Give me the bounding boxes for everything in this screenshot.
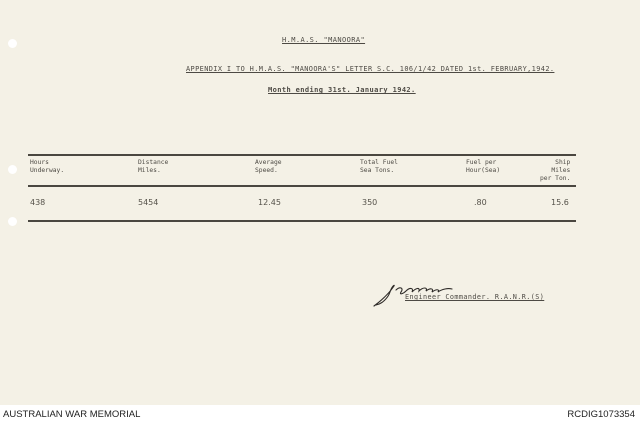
footer-institution: AUSTRALIAN WAR MEMORIAL xyxy=(3,409,141,420)
value-distance: 5454 xyxy=(138,198,159,207)
column-header-ship-miles: Ship Miles per Ton. xyxy=(540,159,571,182)
value-speed: 12.45 xyxy=(258,198,281,207)
punch-hole-top xyxy=(8,39,17,48)
period-line: Month ending 31st. January 1942. xyxy=(268,86,416,94)
column-header-fuel-per-hour: Fuel per Hour(Sea) xyxy=(466,159,501,174)
table-top-rule xyxy=(28,154,576,156)
value-fuel-per-hour: .80 xyxy=(474,198,487,207)
column-header-speed: Average Speed. xyxy=(255,159,282,174)
value-hours: 438 xyxy=(30,198,46,207)
punch-hole-middle xyxy=(8,165,17,174)
table-header-rule xyxy=(28,185,576,187)
value-total-fuel: 350 xyxy=(362,198,378,207)
document-title: H.M.A.S. "MANOORA" xyxy=(282,36,366,44)
signature-caption: Engineer Commander. R.A.N.R.(S) xyxy=(405,293,545,301)
column-header-hours: Hours Underway. xyxy=(30,159,65,174)
document-subtitle: APPENDIX I TO H.M.A.S. "MANOORA'S" LETTER S.C. 106/1/42 DATED 1st. FEBRUARY,1942. xyxy=(186,65,555,73)
footer-record-id: RCDIG1073354 xyxy=(567,409,635,420)
value-ship-miles: 15.6 xyxy=(551,198,569,207)
column-header-distance: Distance Miles. xyxy=(138,159,169,174)
column-header-total-fuel: Total Fuel Sea Tons. xyxy=(360,159,398,174)
table-bottom-rule xyxy=(28,220,576,222)
punch-hole-bottom xyxy=(8,217,17,226)
